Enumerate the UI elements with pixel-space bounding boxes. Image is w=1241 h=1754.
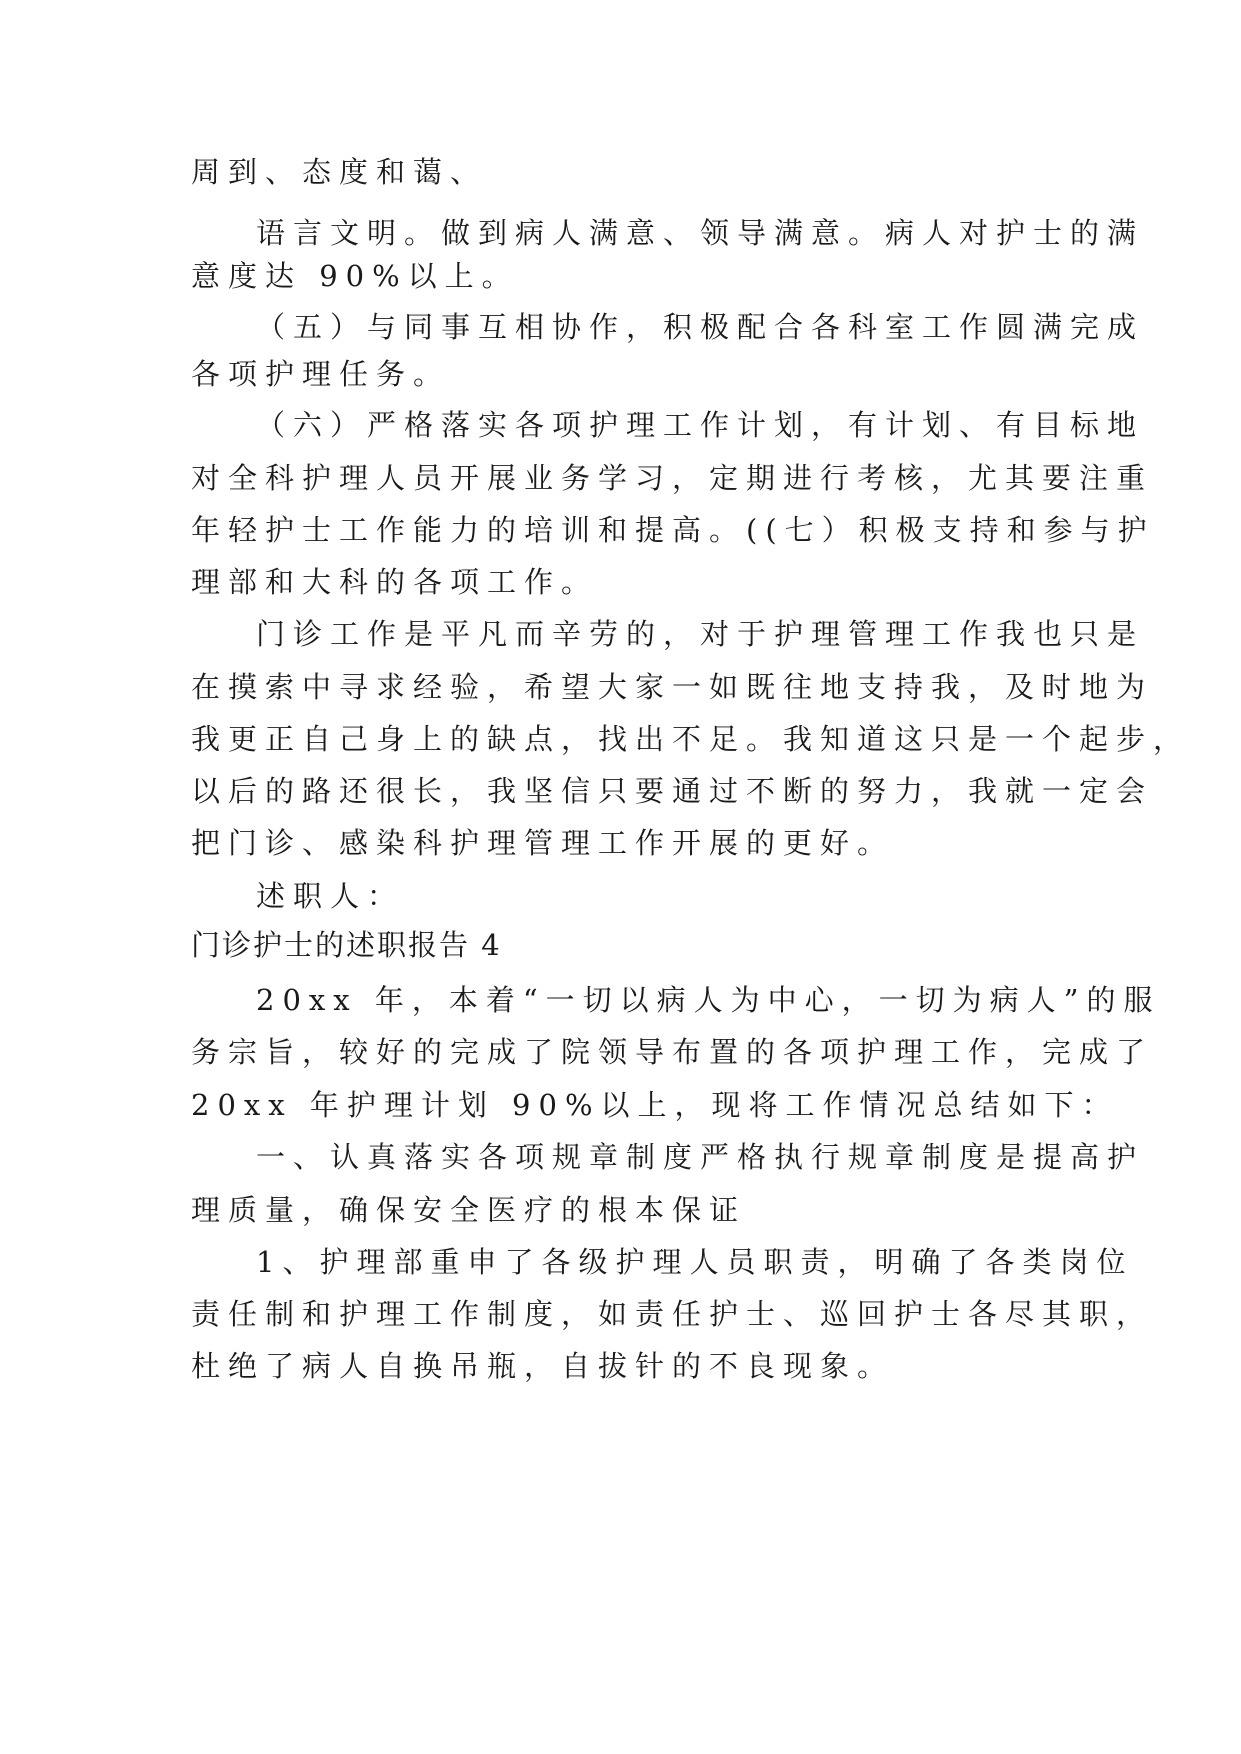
body-text-line: 年轻护士工作能力的培训和提高。((七）积极支持和参与护 xyxy=(191,513,1155,547)
body-text-line: 务宗旨，较好的完成了院领导布置的各项护理工作，完成了 xyxy=(191,1035,1154,1069)
body-text-line: 意度达 90%以上。 xyxy=(191,259,519,293)
body-text-line: 一、认真落实各项规章制度严格执行规章制度是提高护 xyxy=(256,1140,1145,1174)
body-text-line: 20xx 年，本着“一切以病人为中心，一切为病人”的服 xyxy=(256,983,1161,1017)
body-text-line: 我更正自己身上的缺点，找出不足。我知道这只是一个起步， xyxy=(191,722,1191,756)
body-text-line: 杜绝了病人自换吊瓶，自拔针的不良现象。 xyxy=(191,1349,895,1383)
body-text-line: （六）严格落实各项护理工作计划，有计划、有目标地 xyxy=(256,408,1145,442)
body-text-line: 以后的路还很长，我坚信只要通过不断的努力，我就一定会 xyxy=(191,774,1154,808)
body-text-line: 门诊工作是平凡而辛劳的，对于护理管理工作我也只是 xyxy=(256,617,1145,651)
body-text-line: 把门诊、感染科护理管理工作开展的更好。 xyxy=(191,826,895,860)
body-text-line: 20xx 年护理计划 90%以上，现将工作情况总结如下： xyxy=(191,1088,1119,1122)
body-text-line: 理质量，确保安全医疗的根本保证 xyxy=(191,1193,747,1227)
body-text-line: 周到、态度和蔼、 xyxy=(191,155,488,189)
body-text-line: 对全科护理人员开展业务学习，定期进行考核，尤其要注重 xyxy=(191,461,1154,495)
body-text-line: 语言文明。做到病人满意、领导满意。病人对护士的满 xyxy=(256,216,1145,250)
section-title: 门诊护士的述职报告 4 xyxy=(191,928,502,962)
body-text-line: 各项护理任务。 xyxy=(191,357,451,391)
body-text-line: 在摸索中寻求经验，希望大家一如既往地支持我，及时地为 xyxy=(191,670,1154,704)
body-text-line: 理部和大科的各项工作。 xyxy=(191,565,599,599)
body-text-line: 1、护理部重申了各级护理人员职责，明确了各类岗位 xyxy=(256,1245,1134,1279)
body-text-line: 责任制和护理工作制度，如责任护士、巡回护士各尽其职， xyxy=(191,1297,1154,1331)
signature-label: 述职人： xyxy=(256,879,405,913)
body-text-line: （五）与同事互相协作，积极配合各科室工作圆满完成 xyxy=(256,310,1145,344)
